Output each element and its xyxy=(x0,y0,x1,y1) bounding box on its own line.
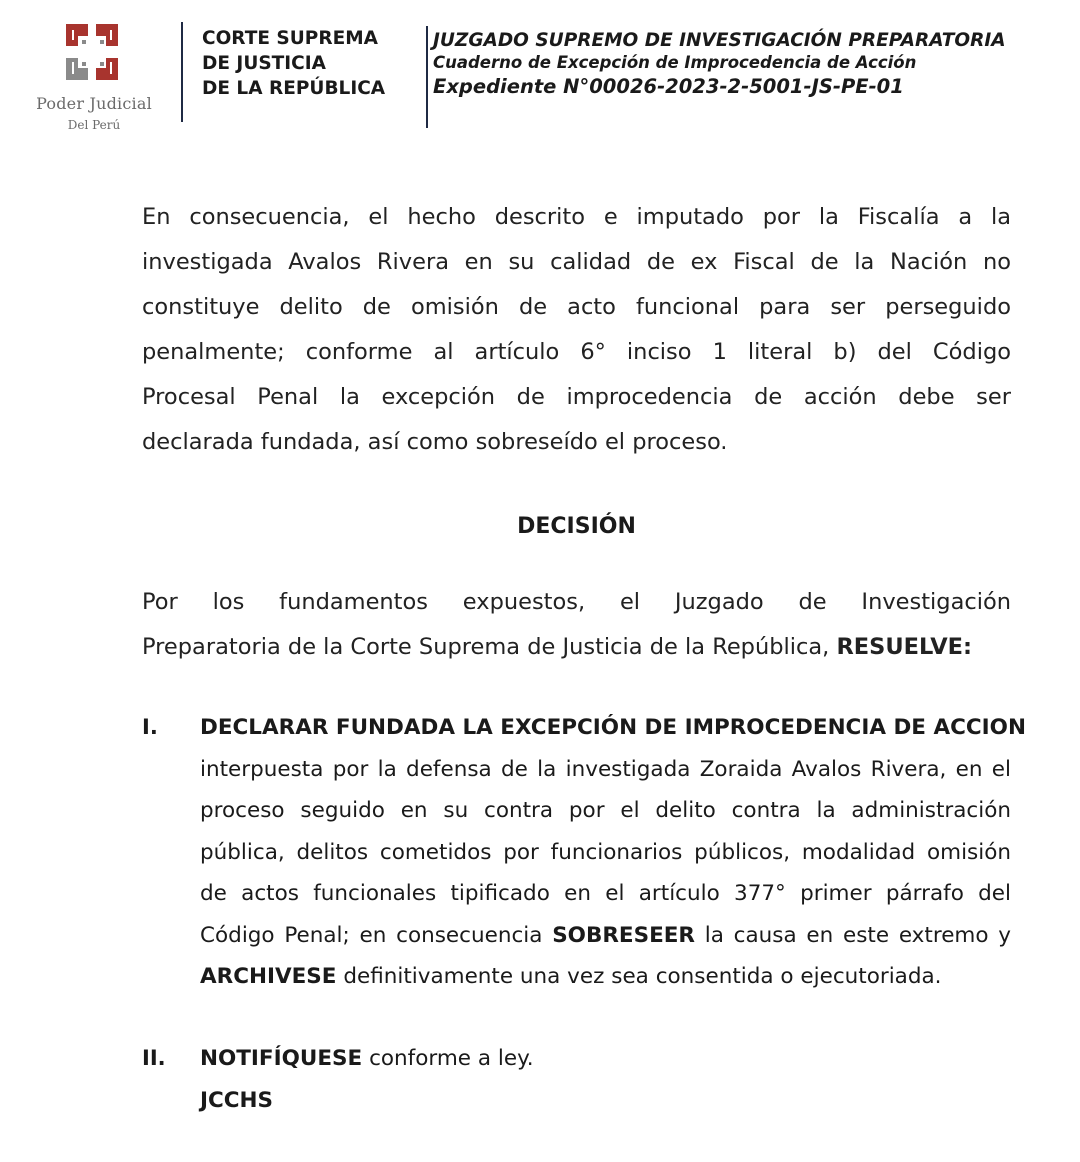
cuaderno-name: Cuaderno de Excepción de Improcedencia de Acción xyxy=(433,53,917,72)
court-name xyxy=(202,26,385,101)
item-text: conforme a ley. xyxy=(369,1046,534,1071)
item-text: definitivamente una vez sea consentida o ejecutoriada. xyxy=(343,964,942,989)
header-divider-left xyxy=(181,22,183,122)
item-heading-text: DECLARAR FUNDADA LA EXCEPCIÓN DE IMPROCEDENCIA DE ACCION xyxy=(200,715,1026,740)
resolution-intro-text: Preparatoria de la Corte Suprema de Justicia de la República, xyxy=(142,634,830,660)
item-line xyxy=(200,956,1011,998)
paragraph-line: penalmente; conforme al artículo 6° inciso 1 literal b) del Código xyxy=(142,339,1011,365)
initials-text: JCCHS xyxy=(200,1087,274,1113)
paragraph-line xyxy=(142,625,1011,670)
paragraph-line: Por los fundamentos expuestos, el Juzgado de Investigación xyxy=(142,589,1011,615)
item-line: proceso seguido en su contra por el delito contra la administración xyxy=(200,798,1011,823)
paragraph-line: constituye delito de omisión de acto funcional para ser perseguido xyxy=(142,294,1011,320)
court-line: CORTE SUPREMA xyxy=(202,28,378,49)
court-line: DE JUSTICIA xyxy=(202,53,326,74)
logo-name: Poder Judicial xyxy=(36,94,152,113)
archivese-keyword: ARCHIVESE xyxy=(200,964,337,989)
item-line xyxy=(200,915,1011,957)
consequence-paragraph xyxy=(142,195,1011,465)
poder-judicial-logo xyxy=(28,18,160,138)
item-line: de actos funcionales tipificado en el artículo 377° primer párrafo del xyxy=(200,881,1011,906)
item-line xyxy=(200,1038,1011,1080)
item-text: la causa en este extremo y xyxy=(704,922,1011,948)
case-reference xyxy=(433,30,1006,100)
sobreseer-keyword: SOBRESEER xyxy=(552,922,695,948)
item-number: II. xyxy=(142,1046,166,1070)
resolution-item-1 xyxy=(200,707,1026,998)
decision-heading: DECISIÓN xyxy=(517,514,636,539)
court-line: DE LA REPÚBLICA xyxy=(202,78,386,99)
resolution-item-2 xyxy=(200,1038,1011,1121)
item-heading xyxy=(200,707,1026,749)
paragraph-line: En consecuencia, el hecho descrito e imputado por la Fiscalía a la xyxy=(142,204,1011,230)
item-number: I. xyxy=(142,715,158,739)
juzgado-name: JUZGADO SUPREMO DE INVESTIGACIÓN PREPARATORIA xyxy=(433,30,1006,51)
logo-subtitle: Del Perú xyxy=(67,118,121,132)
item-line: interpuesta por la defensa de la investigada Zoraida Avalos Rivera, en el xyxy=(200,756,1011,782)
item-text: Código Penal; en consecuencia xyxy=(200,922,543,948)
resolution-intro xyxy=(142,580,1011,670)
expediente-number: Expediente N°00026-2023-2-5001-JS-PE-01 xyxy=(433,75,904,98)
poder-judicial-emblem-icon xyxy=(64,22,122,84)
paragraph-line: investigada Avalos Rivera en su calidad de ex Fiscal de la Nación no xyxy=(142,249,1011,275)
resuelve-label: RESUELVE: xyxy=(836,634,973,660)
notifiquese-keyword: NOTIFÍQUESE xyxy=(200,1046,363,1071)
paragraph-line: Procesal Penal la excepción de improcedencia de acción debe ser xyxy=(142,384,1011,410)
paragraph-line: declarada fundada, así como sobreseído el proceso. xyxy=(142,429,728,455)
initials xyxy=(200,1080,1011,1122)
item-line: pública, delitos cometidos por funcionarios públicos, modalidad omisión xyxy=(200,839,1011,865)
header-divider-right xyxy=(426,26,428,128)
